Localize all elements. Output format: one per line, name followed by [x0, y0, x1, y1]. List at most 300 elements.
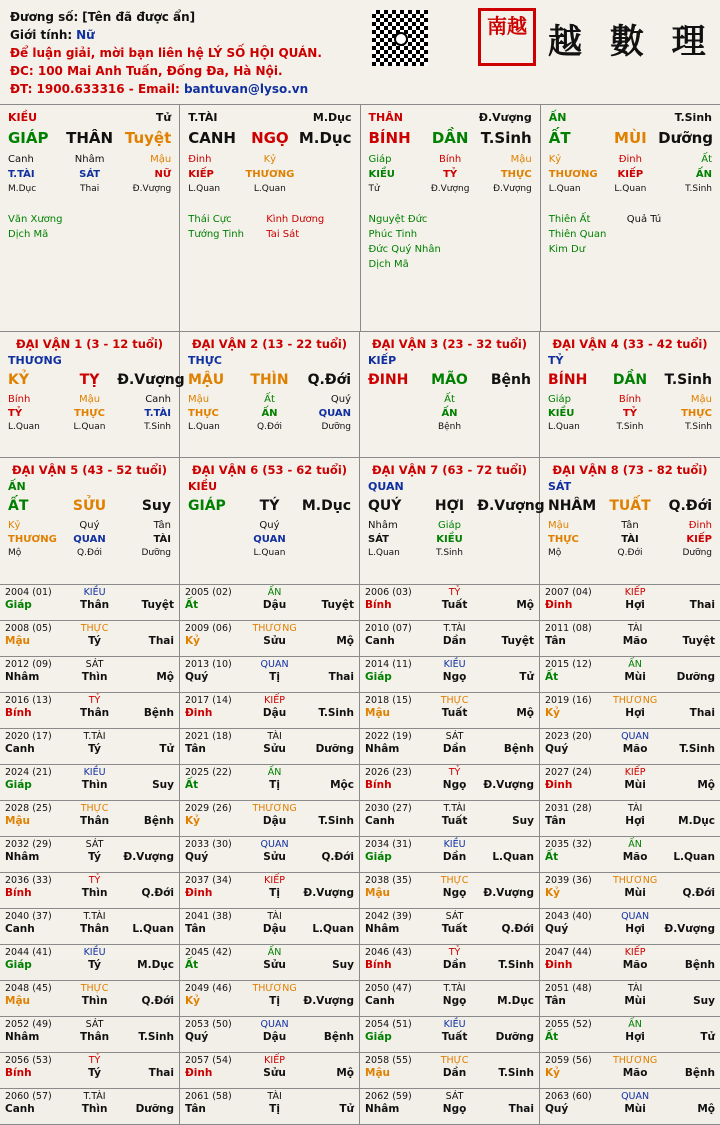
year-god: TÀI: [627, 803, 643, 814]
year-cell[interactable]: [540, 945, 720, 981]
luck-cycle-2-god-1: THỰC: [188, 408, 219, 419]
luck-cycle-5[interactable]: [0, 458, 180, 584]
year-label: 2038 (35): [365, 875, 412, 886]
pillar-1-top-mid: [242, 111, 298, 127]
year-stem: Ất: [185, 779, 199, 791]
year-cell[interactable]: [360, 1053, 540, 1089]
luck-cycle-8-stem: NHÂM: [548, 498, 597, 514]
year-state: Mộc: [330, 779, 354, 791]
luck-cycle-5-god-2: QUAN: [73, 534, 106, 545]
luck-cycle-2[interactable]: [180, 332, 360, 458]
year-state: Đ.Vượng: [664, 923, 715, 935]
year-cell[interactable]: [0, 1053, 180, 1089]
year-label: 2025 (22): [185, 767, 232, 778]
luck-cycle-8-hidden-3: Đinh: [688, 520, 712, 531]
year-god-extra: [661, 1055, 715, 1067]
qr-code-icon[interactable]: [372, 10, 428, 66]
year-label: 2020 (17): [5, 731, 52, 742]
pillar-3-extra-left-2: Kim Dư: [548, 244, 586, 255]
year-branch: Mùi: [624, 671, 646, 683]
luck-cycle-4-hidden-2: Bính: [618, 394, 642, 405]
pillar-2-stem: BÍNH: [368, 129, 411, 147]
year-cell[interactable]: [0, 981, 180, 1017]
year-label: 2028 (25): [5, 803, 52, 814]
year-cell[interactable]: [540, 1089, 720, 1125]
year-branch: Thân: [79, 923, 110, 935]
luck-cycle-1-title: ĐẠI VẬN 1 (3 - 12 tuổi): [15, 337, 164, 351]
year-cell[interactable]: [540, 1053, 720, 1089]
subject-name-label: Đương số:: [10, 10, 79, 24]
year-branch: Tị: [269, 995, 280, 1007]
pillar-2-god-2: TỶ: [443, 169, 458, 180]
year-stem: Nhâm: [365, 743, 400, 755]
luck-cycle-4-top: TỶ: [548, 354, 564, 367]
year-cell[interactable]: [360, 873, 540, 909]
year-branch: Hợi: [625, 1031, 645, 1043]
year-god-extra: [300, 1019, 354, 1031]
year-god: TÀI: [627, 983, 643, 994]
luck-cycle-5-hidden-2: Quý: [79, 520, 100, 531]
year-god: THƯƠNG: [612, 1055, 658, 1066]
year-stem: Bính: [365, 959, 392, 971]
year-label: 2004 (01): [5, 587, 52, 598]
year-branch: Mùi: [624, 995, 646, 1007]
year-cell[interactable]: [540, 657, 720, 693]
year-cell[interactable]: [360, 729, 540, 765]
luck-cycle-5-god-3: TÀI: [153, 534, 171, 545]
year-cell[interactable]: [0, 1089, 180, 1125]
year-stem: Ất: [185, 599, 199, 611]
year-cell[interactable]: [180, 693, 360, 729]
luck-cycle-2-top: THỰC: [188, 354, 222, 367]
year-stem: Quý: [185, 671, 209, 683]
year-cell[interactable]: [0, 909, 180, 945]
year-god: ẤN: [267, 587, 282, 598]
luck-cycle-4-hidden-3: Mậu: [690, 394, 712, 405]
year-cell[interactable]: [360, 909, 540, 945]
year-god-extra: [480, 911, 534, 923]
year-cell[interactable]: [180, 1017, 360, 1053]
year-god-extra: [661, 911, 715, 923]
year-cell[interactable]: [540, 873, 720, 909]
year-cell[interactable]: [360, 621, 540, 657]
year-cell[interactable]: [0, 1017, 180, 1053]
year-branch: Thìn: [81, 779, 108, 791]
year-label: 2008 (05): [5, 623, 52, 634]
year-state: Tuyệt: [501, 635, 534, 647]
year-label: 2044 (41): [5, 947, 52, 958]
year-branch: Hợi: [625, 815, 645, 827]
year-cell[interactable]: [540, 801, 720, 837]
pillar-0-god-3: NỮ: [154, 169, 172, 180]
year-god: TỶ: [448, 947, 461, 958]
luck-cycle-6-hidden-2: Quý: [259, 520, 280, 531]
year-god: QUAN: [260, 839, 289, 850]
year-god: KIẾP: [264, 695, 285, 706]
year-god: THỰC: [440, 875, 469, 886]
luck-cycle-8[interactable]: [540, 458, 720, 584]
year-label: 2043 (40): [545, 911, 592, 922]
year-stem: Tân: [545, 635, 566, 647]
luck-cycle-4-branch: DẦN: [612, 372, 648, 388]
luck-cycle-6-hidden-3: [297, 520, 351, 534]
year-stem: Ất: [545, 1031, 559, 1043]
year-branch: Mão: [622, 1067, 648, 1079]
luck-cycle-5-branch: SỬU: [72, 498, 107, 514]
year-cell[interactable]: [360, 693, 540, 729]
year-cell[interactable]: [540, 765, 720, 801]
luck-cycle-6-hidden-1: [188, 520, 242, 534]
year-cell[interactable]: [0, 837, 180, 873]
year-branch: Mão: [622, 635, 648, 647]
pillar-3-god-3: ẤN: [695, 169, 712, 180]
year-cell[interactable]: [360, 945, 540, 981]
year-cell[interactable]: [540, 1017, 720, 1053]
year-cell[interactable]: [540, 909, 720, 945]
luck-cycle-1-top: THƯƠNG: [8, 354, 62, 367]
year-god-extra: [480, 803, 534, 815]
pillar-3-top-mid: [603, 111, 659, 127]
luck-cycle-4-god-2: TỶ: [622, 408, 638, 419]
luck-cycle-5-state: Suy: [141, 498, 171, 514]
year-label: 2039 (36): [545, 875, 592, 886]
year-branch: Mùi: [624, 887, 646, 899]
year-god-extra: [120, 839, 174, 851]
year-stem: Tân: [545, 815, 566, 827]
year-label: 2014 (11): [365, 659, 412, 670]
year-branch: Tuất: [441, 599, 468, 611]
luck-cycle-8-title: ĐẠI VẬN 8 (73 - 82 tuổi): [552, 463, 708, 477]
year-label: 2030 (27): [365, 803, 412, 814]
year-god-extra: [300, 623, 354, 635]
year-label: 2036 (33): [5, 875, 52, 886]
year-cell[interactable]: [0, 801, 180, 837]
year-label: 2061 (58): [185, 1091, 232, 1102]
pillar-2-extra-left-0: Nguyệt Đức: [368, 214, 428, 225]
year-god-extra: [300, 1091, 354, 1103]
year-god-extra: [120, 659, 174, 671]
luck-cycle-7-god-1: SÁT: [368, 534, 389, 545]
year-branch: Hợi: [625, 707, 645, 719]
year-cell[interactable]: [0, 873, 180, 909]
year-cell[interactable]: [180, 657, 360, 693]
year-label: 2018 (15): [365, 695, 412, 706]
year-cell[interactable]: [180, 873, 360, 909]
year-branch: Ngọ: [442, 779, 467, 791]
year-cell[interactable]: [540, 837, 720, 873]
year-state: Tử: [519, 671, 534, 683]
luck-cycle-3-stem: ĐINH: [368, 372, 409, 388]
year-stem: Nhâm: [365, 1103, 400, 1115]
year-branch: Tuất: [441, 707, 468, 719]
luck-cycle-3-god-3: [477, 408, 531, 422]
year-cell[interactable]: [360, 657, 540, 693]
year-state: Q.Đới: [501, 923, 534, 935]
phone-email-line: [10, 80, 710, 98]
phone-text: ĐT: 1900.633316 - Email:: [10, 82, 184, 96]
pillar-1-top-right: M.Dục: [312, 111, 352, 124]
year-branch: Thân: [79, 707, 110, 719]
year-god-extra: [661, 1091, 715, 1103]
year-god: TỶ: [88, 695, 101, 706]
year-cell[interactable]: [360, 585, 540, 621]
year-state: Q.Đới: [321, 851, 354, 863]
luck-cycle-4[interactable]: [540, 332, 720, 458]
luck-cycle-1-phase-3: T.Sinh: [144, 422, 171, 432]
luck-cycle-1[interactable]: [0, 332, 185, 458]
year-cell[interactable]: [180, 765, 360, 801]
year-state: Q.Đới: [682, 887, 715, 899]
year-label: 2029 (26): [185, 803, 232, 814]
year-god-extra: [120, 623, 174, 635]
year-branch: Mão: [622, 743, 648, 755]
pillar-1-branch: NGỌ: [251, 129, 289, 147]
year-branch: Tý: [88, 635, 101, 647]
year-cell[interactable]: [180, 1089, 360, 1125]
year-label: 2041 (38): [185, 911, 232, 922]
year-state: Thai: [328, 671, 354, 683]
pillar-1-phase-2: L.Quan: [253, 184, 286, 194]
luck-cycle-7-hidden-3: [477, 520, 531, 534]
year-cell[interactable]: [540, 621, 720, 657]
year-stem: Mậu: [5, 815, 31, 827]
year-stem: Đinh: [545, 959, 573, 971]
pillar-0-god-2: SÁT: [79, 169, 101, 180]
luck-cycle-8-branch: TUẤT: [609, 498, 651, 514]
year-cell[interactable]: [0, 765, 180, 801]
year-branch: Mùi: [624, 779, 646, 791]
luck-cycle-7[interactable]: [360, 458, 545, 584]
pillar-0-top-mid: [62, 111, 118, 127]
luck-cycle-3-phase-1: [368, 422, 422, 435]
year-cell[interactable]: [360, 1017, 540, 1053]
year-cell[interactable]: [360, 1089, 540, 1125]
year-state: M.Dục: [497, 995, 534, 1007]
luck-cycle-3[interactable]: [360, 332, 540, 458]
year-god: QUAN: [260, 659, 289, 670]
pillar-3-branch: MÙI: [614, 129, 647, 147]
year-god-extra: [480, 875, 534, 887]
year-state: Bệnh: [143, 815, 174, 827]
year-cell[interactable]: [540, 729, 720, 765]
year-state: T.Sinh: [498, 959, 534, 971]
pillar-1-extra-right-1: Tai Sát: [266, 229, 300, 240]
luck-cycle-8-hidden-2: Tân: [621, 520, 639, 531]
year-god: THƯƠNG: [612, 875, 658, 886]
year-god-extra: [120, 911, 174, 923]
year-cell[interactable]: [360, 981, 540, 1017]
year-branch: Thân: [79, 599, 110, 611]
pillar-1-phase-1: L.Quan: [188, 184, 221, 194]
year-label: 2062 (59): [365, 1091, 412, 1102]
year-label: 2056 (53): [5, 1055, 52, 1066]
luck-cycle-8-state: Q.Đới: [668, 498, 712, 514]
year-cell[interactable]: [180, 945, 360, 981]
luck-cycle-6-branch: TÝ: [259, 498, 280, 514]
year-god-extra: [300, 875, 354, 887]
year-cell[interactable]: [0, 693, 180, 729]
year-label: 2049 (46): [185, 983, 232, 994]
luck-cycle-2-god-3: QUAN: [318, 408, 351, 419]
year-god-extra: [480, 947, 534, 959]
pillar-3-god-1: THƯƠNG: [548, 169, 598, 180]
year-cell[interactable]: [360, 837, 540, 873]
luck-cycle-5-hidden-3: Tân: [153, 520, 171, 531]
year-cell[interactable]: [540, 693, 720, 729]
year-cell[interactable]: [180, 585, 360, 621]
luck-cycle-1-phase-2: L.Quan: [73, 422, 106, 432]
year-branch: Tị: [269, 1103, 280, 1115]
year-state: Mộ: [336, 1067, 354, 1079]
year-cell[interactable]: [0, 621, 180, 657]
pillar-0-top-right: Tử: [155, 111, 172, 124]
year-cell[interactable]: [0, 585, 180, 621]
year-cell[interactable]: [540, 585, 720, 621]
year-branch: Thân: [79, 1031, 110, 1043]
year-stem: Giáp: [365, 671, 392, 683]
pillar-0-top-left: KIỀU: [8, 111, 38, 124]
year-label: 2054 (51): [365, 1019, 412, 1030]
year-cell[interactable]: [180, 729, 360, 765]
pillar-2-extra-left: [369, 212, 447, 272]
year-god: QUAN: [621, 1091, 650, 1102]
year-cell[interactable]: [0, 657, 180, 693]
year-god-extra: [480, 731, 534, 743]
year-state: Tử: [159, 743, 174, 755]
year-stem: Canh: [5, 923, 35, 935]
luck-cycle-6-phase-2: L.Quan: [253, 548, 286, 558]
pillar-0-phase-3: Đ.Vượng: [132, 184, 172, 194]
year-label: 2027 (24): [545, 767, 592, 778]
year-label: 2009 (06): [185, 623, 232, 634]
year-god: KIẾP: [624, 767, 646, 778]
year-cell[interactable]: [540, 981, 720, 1017]
year-stem: Ất: [185, 959, 199, 971]
year-label: 2019 (16): [545, 695, 592, 706]
year-state: L.Quan: [132, 923, 174, 935]
year-god: ẤN: [628, 839, 642, 850]
year-god: TỶ: [448, 767, 461, 778]
pillar-1-hidden-1: Đinh: [188, 154, 212, 165]
pillar-3-stem: ẤT: [548, 129, 571, 147]
year-state: Tử: [339, 1103, 354, 1115]
year-stem: Đinh: [545, 599, 573, 611]
pillar-2-state: T.Sinh: [480, 129, 532, 147]
year-god-extra: [480, 623, 534, 635]
year-god-extra: [661, 983, 715, 995]
year-cell[interactable]: [0, 945, 180, 981]
year-cell[interactable]: [0, 729, 180, 765]
year-branch: Hợi: [625, 599, 645, 611]
luck-cycle-7-title: ĐẠI VẬN 7 (63 - 72 tuổi): [371, 463, 528, 477]
year-state: Thai: [148, 1067, 174, 1079]
year-state: Thai: [689, 707, 715, 719]
year-god: KIỀU: [83, 587, 106, 598]
year-state: Bệnh: [684, 1067, 715, 1079]
year-label: 2024 (21): [5, 767, 52, 778]
year-label: 2060 (57): [5, 1091, 52, 1102]
luck-cycle-3-hidden-3: [477, 394, 531, 408]
year-stem: Mậu: [365, 1067, 391, 1079]
brand-title: 越 數 理: [548, 22, 714, 62]
pillar-3-extra-left-1: Thiên Quan: [548, 229, 607, 240]
year-branch: Sửu: [263, 743, 286, 755]
year-stem: Tân: [185, 1103, 206, 1115]
year-god: KIỀU: [83, 767, 106, 778]
year-stem: Quý: [545, 1103, 569, 1115]
year-cell[interactable]: [360, 765, 540, 801]
pillar-3-extra-right-0: Quả Tú: [626, 214, 662, 225]
luck-cycle-6-state: M.Dục: [301, 498, 351, 514]
year-stem: Giáp: [5, 779, 32, 791]
year-stem: Giáp: [5, 959, 32, 971]
year-stem: Nhâm: [5, 671, 40, 683]
pillar-1-extra-left: [188, 212, 266, 242]
luck-cycle-8-god-1: THỰC: [548, 534, 579, 545]
year-cell[interactable]: [180, 981, 360, 1017]
year-cell[interactable]: [180, 837, 360, 873]
year-cell[interactable]: [180, 621, 360, 657]
year-state: Bệnh: [323, 1031, 354, 1043]
year-god: TỶ: [88, 1055, 101, 1066]
luck-cycle-6-title: ĐẠI VẬN 6 (53 - 62 tuổi): [191, 463, 348, 477]
year-god: ẤN: [628, 659, 642, 670]
year-branch: Thìn: [81, 995, 108, 1007]
year-label: 2052 (49): [5, 1019, 52, 1030]
year-stem: Bính: [5, 707, 32, 719]
year-state: Đ.Vượng: [123, 851, 174, 863]
pillar-year: [541, 105, 720, 331]
year-god: T.TÀI: [443, 803, 466, 814]
year-god: SÁT: [445, 731, 464, 742]
year-label: 2006 (03): [365, 587, 412, 598]
year-god-extra: [661, 695, 715, 707]
year-state: Dưỡng: [315, 743, 354, 755]
year-stem: Tân: [545, 995, 566, 1007]
year-god: TỶ: [88, 875, 101, 886]
year-label: 2015 (12): [545, 659, 592, 670]
luck-cycle-6-god-3: [297, 534, 351, 548]
year-god: THƯƠNG: [252, 623, 297, 634]
year-label: 2053 (50): [185, 1019, 232, 1030]
year-stem: Mậu: [5, 995, 31, 1007]
luck-cycle-6[interactable]: [180, 458, 360, 584]
year-label: 2045 (42): [185, 947, 232, 958]
pillar-0-extra-left-1: Dịch Mã: [8, 229, 49, 240]
year-state: Tuyệt: [321, 599, 354, 611]
year-state: Đ.Vượng: [483, 887, 534, 899]
luck-cycle-1-phase-1: L.Quan: [8, 422, 40, 432]
pillar-2-phase-3: Đ.Vượng: [493, 184, 532, 194]
year-cell[interactable]: [180, 801, 360, 837]
year-god: THƯƠNG: [252, 803, 297, 814]
pillar-3-hidden-2: Đinh: [618, 154, 642, 165]
luck-cycle-7-phase-3: [477, 548, 531, 561]
pillar-3-hidden-3: Ất: [701, 154, 712, 165]
year-state: Dưỡng: [676, 671, 715, 683]
year-state: M.Dục: [678, 815, 715, 827]
email-text[interactable]: bantuvan@lyso.vn: [183, 82, 309, 96]
luck-cycle-8-phase-1: Mộ: [548, 548, 562, 558]
year-cell[interactable]: [180, 1053, 360, 1089]
year-god-extra: [661, 803, 715, 815]
year-branch: Tý: [88, 959, 101, 971]
pillar-3-state: Dưỡng: [658, 129, 713, 147]
year-stem: Canh: [365, 635, 395, 647]
year-cell[interactable]: [360, 801, 540, 837]
year-stem: Canh: [365, 815, 395, 827]
year-cell[interactable]: [180, 909, 360, 945]
